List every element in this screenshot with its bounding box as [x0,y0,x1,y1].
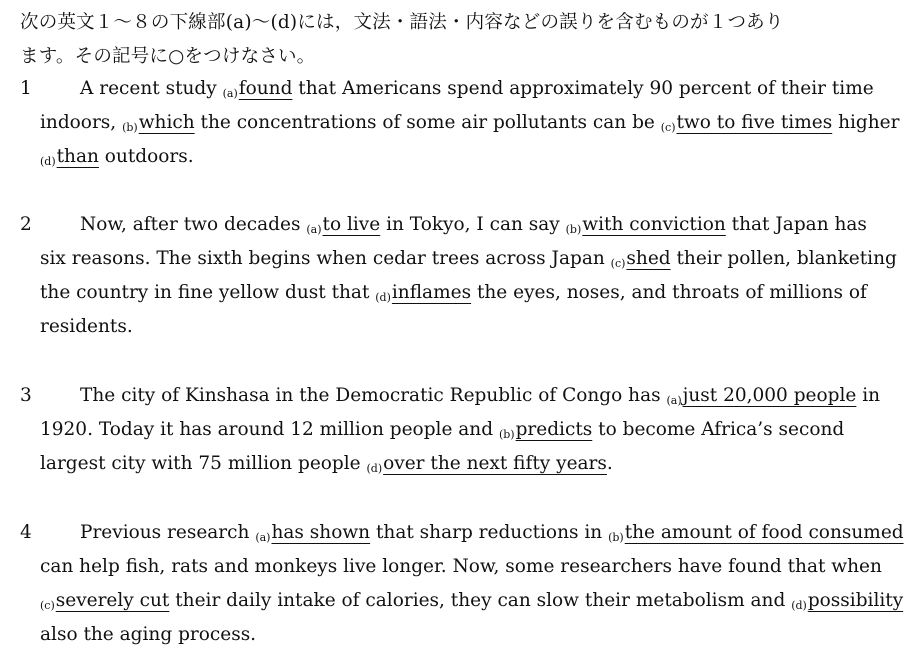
question-line [40,447,829,483]
underlined-choice-a[interactable]: to live [322,214,381,235]
question-line [40,276,867,312]
choice-label-b[interactable]: (b) [608,531,624,544]
text: in [856,385,881,406]
text: the eyes, noses, and throats of millions of [471,282,867,303]
underlined-choice-a[interactable]: found [238,78,293,99]
underlined-choice-b[interactable]: predicts [515,419,593,440]
underlined-choice-b[interactable]: with conviction [582,214,726,235]
underlined-choice-c[interactable]: severely cut [55,590,170,611]
text: in Tokyo, I can say [380,214,566,235]
underlined-choice-d[interactable]: over the next fifty years [383,453,607,474]
question-number: 3 [20,385,32,406]
text: that sharp reductions in [370,522,609,543]
choice-label-d[interactable]: (d) [366,462,383,475]
text: to become Africa’s second [592,419,845,440]
text: that Americans spend approximately 90 percent of their time [292,78,874,99]
text: outdoors. [98,146,194,167]
text: The city of Kinshasa in the Democratic Republic of Congo has [80,385,667,406]
choice-label-c[interactable]: (c) [660,121,676,134]
underlined-choice-d[interactable]: possibility [807,590,904,611]
choice-label-b[interactable]: (b) [565,223,582,236]
question-line [40,310,829,344]
underlined-choice-c[interactable]: shed [626,248,671,269]
choice-label-d[interactable]: (d) [375,291,391,304]
question-line [80,379,881,415]
text: that Japan has [725,214,867,235]
underlined-choice-d[interactable]: than [56,146,99,167]
choice-label-d[interactable]: (d) [791,599,807,612]
question-line [40,242,897,278]
text: the concentrations of some air pollutants can be [194,112,661,133]
question-line [80,72,874,108]
text: Previous research [80,522,256,543]
text: A recent study [80,78,223,99]
underlined-choice-c[interactable]: two to five times [676,112,833,133]
question-number: 4 [20,522,32,543]
question-line [80,516,904,552]
question-line [40,550,882,584]
instructions [20,6,832,74]
choice-label-b[interactable]: (b) [498,428,515,441]
text: can help fish, rats and monkeys live longer. Now, some researchers have found that when [40,556,882,577]
underlined-choice-b[interactable]: the amount of food consumed [624,522,904,543]
text: indoors, [40,112,123,133]
question-line [80,208,867,244]
text: the country in fine yellow dust that [40,282,376,303]
underlined-choice-a[interactable]: has shown [271,522,371,543]
choice-label-a[interactable]: (a) [222,87,238,100]
question-line [40,140,829,176]
choice-label-b[interactable]: (b) [122,121,138,134]
text: also the aging process. [40,624,257,645]
text: their pollen, blanketing [670,248,897,269]
text: six reasons. The sixth begins when cedar trees across Japan [40,248,611,269]
underlined-choice-a[interactable]: just 20,000 people [682,385,857,406]
question-number: 2 [20,214,32,235]
choice-label-c[interactable]: (c) [610,257,626,270]
choice-label-d[interactable]: (d) [40,155,56,168]
text: Now, after two decades [80,214,307,235]
question-number: 1 [20,78,32,99]
text: . [606,453,613,474]
question-line [40,413,845,449]
question-line [40,618,829,652]
choice-label-a[interactable]: (a) [666,394,682,407]
underlined-choice-d[interactable]: inflames [391,282,472,303]
instruction-line: 次の英文１～８の下線部(a)～(d)には，文法・語法・内容などの誤りを含むものが１つあり [20,12,784,33]
instruction-line: ます。その記号に○をつけなさい。 [20,46,316,67]
question-line [40,584,904,620]
question-line [40,106,900,142]
choice-label-a[interactable]: (a) [255,531,271,544]
underlined-choice-b[interactable]: which [138,112,195,133]
choice-label-a[interactable]: (a) [306,223,322,236]
text: residents. [40,316,133,337]
text: largest city with 75 million people [40,453,367,474]
text: their daily intake of calories, they can slow their metabolism and [169,590,792,611]
text: higher [832,112,900,133]
text: 1920. Today it has around 12 million people and [40,419,499,440]
choice-label-c[interactable]: (c) [40,599,55,612]
